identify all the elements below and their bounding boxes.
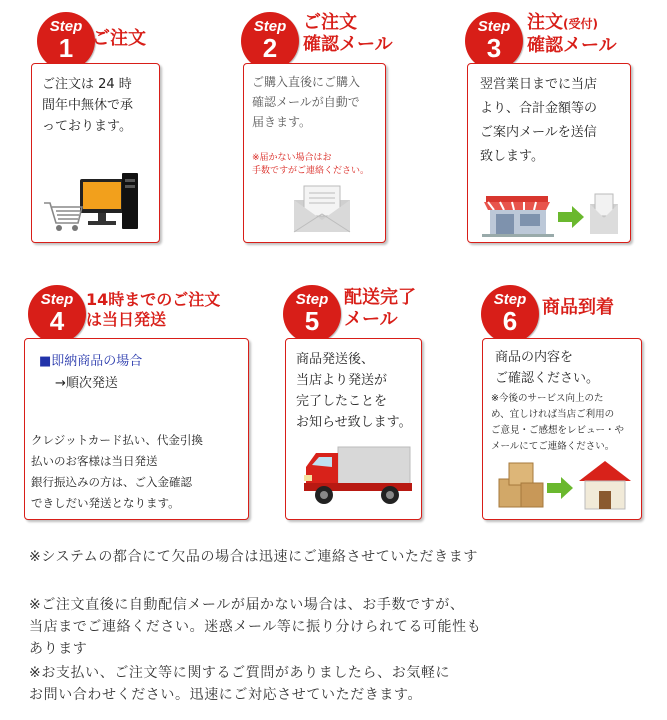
step-3-text-1: 翌営業日までに当店 (480, 77, 598, 92)
step-6-title-line-1: 商品到着 (542, 297, 614, 318)
step-4-title (86, 290, 220, 330)
step-2-title-line-2: 確認メール (303, 34, 393, 55)
step-2-box (243, 63, 386, 243)
step-6-note-2: め、宜しければ当店ご利用の (491, 409, 615, 420)
step-4-text-4: できしだい発送となります。 (31, 496, 180, 510)
step-5-text-2: 当店より発送が (296, 373, 388, 388)
step-3-title (527, 12, 617, 57)
bottom-note-1: ※システムの都合にて欠品の場合は迅速にご連絡させていただきます (29, 549, 478, 565)
step-3-text-4: 致します。 (480, 149, 544, 164)
step-3-label: Step (477, 18, 511, 35)
step-5-title-line-1: 配送完了 (344, 287, 416, 308)
step-1-text-2: 間年中無休で承 (42, 98, 134, 113)
step-6-note-3: ご意見・ご感想をレビュー・や (491, 425, 625, 436)
step-3-title-line-2: 確認メール (527, 35, 617, 56)
step-5-title (344, 287, 416, 331)
computer-cart-icon (42, 169, 142, 237)
step-2-title (303, 12, 393, 56)
step-2-text-3: 届きます。 (252, 115, 312, 129)
step-2-note-2: 手数ですがご連絡ください。 (252, 166, 370, 176)
step-1-box (31, 63, 160, 243)
step-3-title-line-1 (527, 12, 617, 35)
step-6-box (482, 338, 642, 520)
step-1-badge (37, 12, 95, 70)
step-3-title-main: 注文 (527, 12, 563, 33)
step-4-text-1: クレジットカード払い、代金引換 (31, 433, 203, 447)
step-6-badge (481, 285, 539, 343)
step-1-number: 1 (58, 33, 74, 63)
step-2-number: 2 (262, 33, 278, 63)
step-5-text-1: 商品発送後、 (296, 352, 375, 367)
step-6-number: 6 (502, 306, 518, 336)
step-3-title-small: (受付) (563, 17, 598, 31)
step-5-number: 5 (304, 306, 320, 336)
step-4-title-line-1: 14時までのご注文 (86, 290, 221, 309)
step-4-item-heading: ■即納商品の場合 (39, 354, 143, 369)
bottom-note-6: お問い合わせください。迅速にご対応させていただきます。 (29, 687, 423, 703)
step-3-badge (465, 12, 523, 70)
bottom-note-4: あります (29, 641, 88, 657)
bottom-note-5: ※お支払い、ご注文等に関するご質問がありましたら、お気軽に (29, 665, 451, 681)
boxes-to-house-icon (497, 457, 633, 511)
step-5-box (285, 338, 422, 520)
step-6-text-1: 商品の内容を (495, 350, 574, 365)
step-3-text-2: より、合計金額等の (480, 101, 598, 116)
step-5-text-4: お知らせ致します。 (296, 415, 412, 430)
step-3-number: 3 (486, 33, 502, 63)
step-5-badge (283, 285, 341, 343)
step-2-badge (241, 12, 299, 70)
step-5-label: Step (295, 291, 329, 308)
step-6-note-4: メールにてご連絡ください。 (491, 441, 615, 452)
step-2-text-2: 確認メールが自動で (252, 95, 360, 109)
bottom-note-3: 当店までご連絡ください。迷惑メール等に振り分けられてる可能性も (29, 619, 482, 635)
step-2-note-1: ※届かない場合はお (252, 153, 332, 163)
step-5-title-line-2: メール (344, 309, 398, 330)
shop-to-mail-icon (482, 182, 622, 238)
step-1-text-1: ご注文は 24 時 (42, 77, 132, 92)
step-1-text-3: っております。 (42, 119, 132, 134)
step-4-item-line: →順次発送 (55, 376, 118, 391)
step-1-title (92, 28, 146, 50)
step-3-text-3: ご案内メールを送信 (480, 125, 597, 140)
step-6-label: Step (493, 291, 527, 308)
step-1-label: Step (49, 18, 83, 35)
step-4-box (24, 338, 249, 520)
step-6-title (542, 297, 614, 319)
step-2-text-1: ご購入直後にご購入 (252, 75, 361, 89)
step-4-badge (28, 285, 86, 343)
step-4-label: Step (40, 291, 74, 308)
step-4-title-line-2: は当日発送 (86, 310, 167, 329)
step-2-label: Step (253, 18, 287, 35)
envelope-icon (292, 182, 354, 234)
step-1-title-line: ご注文 (92, 28, 146, 49)
step-4-text-2: 払いのお客様は当日発送 (31, 454, 158, 468)
step-3-box (467, 63, 631, 243)
step-4-text-3: 銀行振込みの方は、ご入金確認 (31, 475, 192, 489)
step-6-note-1: ※今後のサービス向上のた (491, 393, 604, 404)
bottom-note-2: ※ご注文直後に自動配信メールが届かない場合は、お手数ですが、 (29, 597, 465, 613)
step-4-number: 4 (49, 306, 65, 336)
step-5-text-3: 完了したことを (296, 394, 388, 409)
step-2-title-line-1: ご注文 (303, 12, 357, 33)
delivery-truck-icon (302, 443, 414, 507)
step-6-text-2: ご確認ください。 (495, 371, 600, 386)
